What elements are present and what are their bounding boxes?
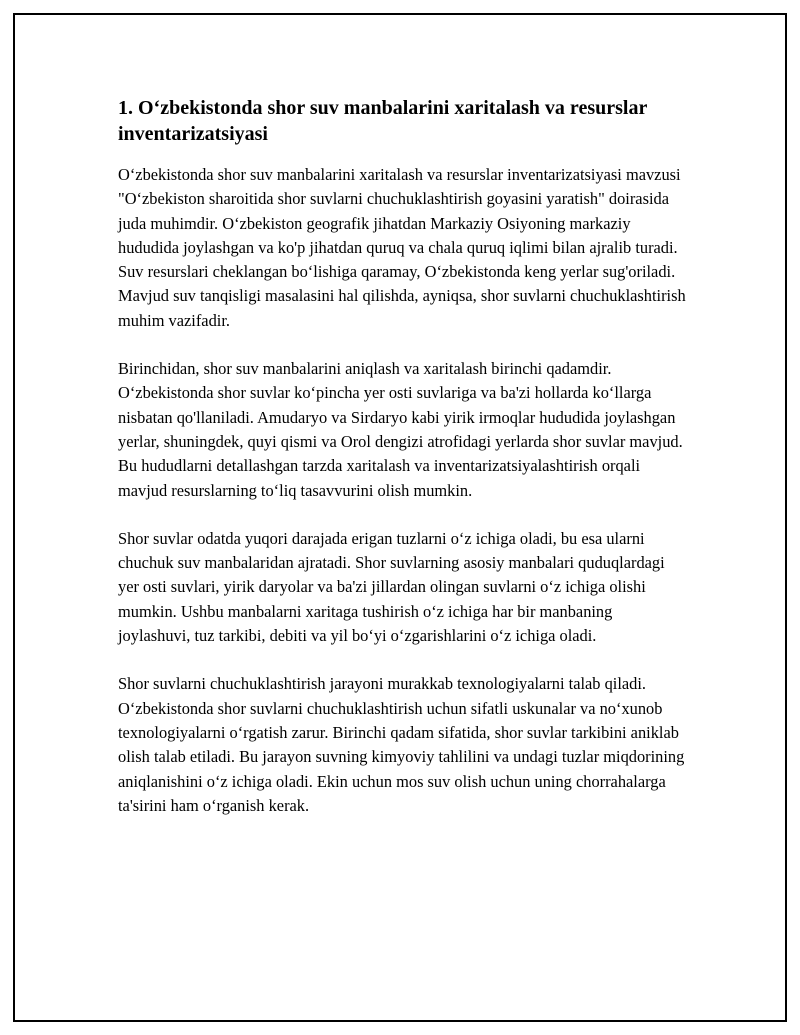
paragraph-3: Shor suvlar odatda yuqori darajada erigan tuzlarni o‘z ichiga oladi, bu esa ularni chuchuk suv manbalaridan ajratadi. Shor suvlarning asosiy manbalari quduqlardagi yer osti suvlari, yirik daryolar va ba'zi jillardan olingan suvlarni o‘z ichiga olishi mumkin. Ushbu manbalarni xaritaga tushirish o‘z ichiga har bir manbaning joylashuvi, tuz tarkibi, debiti va yil bo‘yi o‘zgarishlarini o‘z ichiga oladi. — [118, 528, 665, 646]
paragraph-4: Shor suvlarni chuchuklashtirish jarayoni murakkab texnologiyalarni talab qiladi. O‘zbekistonda shor suvlarni chuchuklashtirish uchun sifatli uskunalar va no‘xunob texnologiyalarni o‘rgatish zarur. Birinchi qadam sifatida, shor suvlar tarkibini aniklab olish talab etiladi. Bu jarayon suvning kimyoviy tahlilini va undagi tuzlar miqdorining aniqlanishini o‘z ichiga oladi. Ekin uchun mos suv olish uchun uning chorrahalarga ta'sirini ham o‘rganish kerak. — [118, 674, 685, 815]
paragraph-1: O‘zbekistonda shor suv manbalarini xaritalash va resurslar inventarizatsiyasi mavzusi "O‘zbekiston sharoitida shor suvlarni chuchuklashtirish goyasini yaratish" doirasida juda muhimdir. O‘zbekiston geografik jihatdan Markaziy Osiyoning markaziy hududida joylashgan va ko'p jihatdan quruq va chala quruq iqlimi bilan ajralib turadi. Suv resurslari cheklangan bo‘lishiga qaramay, O‘zbekistonda keng yerlar sug'oriladi. Mavjud suv tanqisligi masalasini hal qilishda, ayniqsa, shor suvlarni chuchuklashtirish muhim vazifadir. — [118, 165, 686, 330]
paragraph-2: Birinchidan, shor suv manbalarini aniqlash va xaritalash birinchi qadamdir. O‘zbekistonda shor suvlar ko‘pincha yer osti suvlariga va ba'zi hollarda ko‘llarga nisbatan qo'llaniladi. Amudaryo va Sirdaryo kabi yirik irmoqlar hududida joylashgan yerlar, shuningdek, quyi qismi va Orol dengizi atrofidagi yerlarda shor suvlar mavjud. Bu hududlarni detallashgan tarzda xaritalash va inventarizatsiyalashtirish orqali mavjud resurslarning to‘liq tasavvurini olish mumkin. — [118, 359, 683, 500]
section-heading: 1. O‘zbekistonda shor suv manbalarini xaritalash va resurslar inventarizatsiyasi — [118, 97, 647, 145]
document-body — [118, 95, 688, 842]
